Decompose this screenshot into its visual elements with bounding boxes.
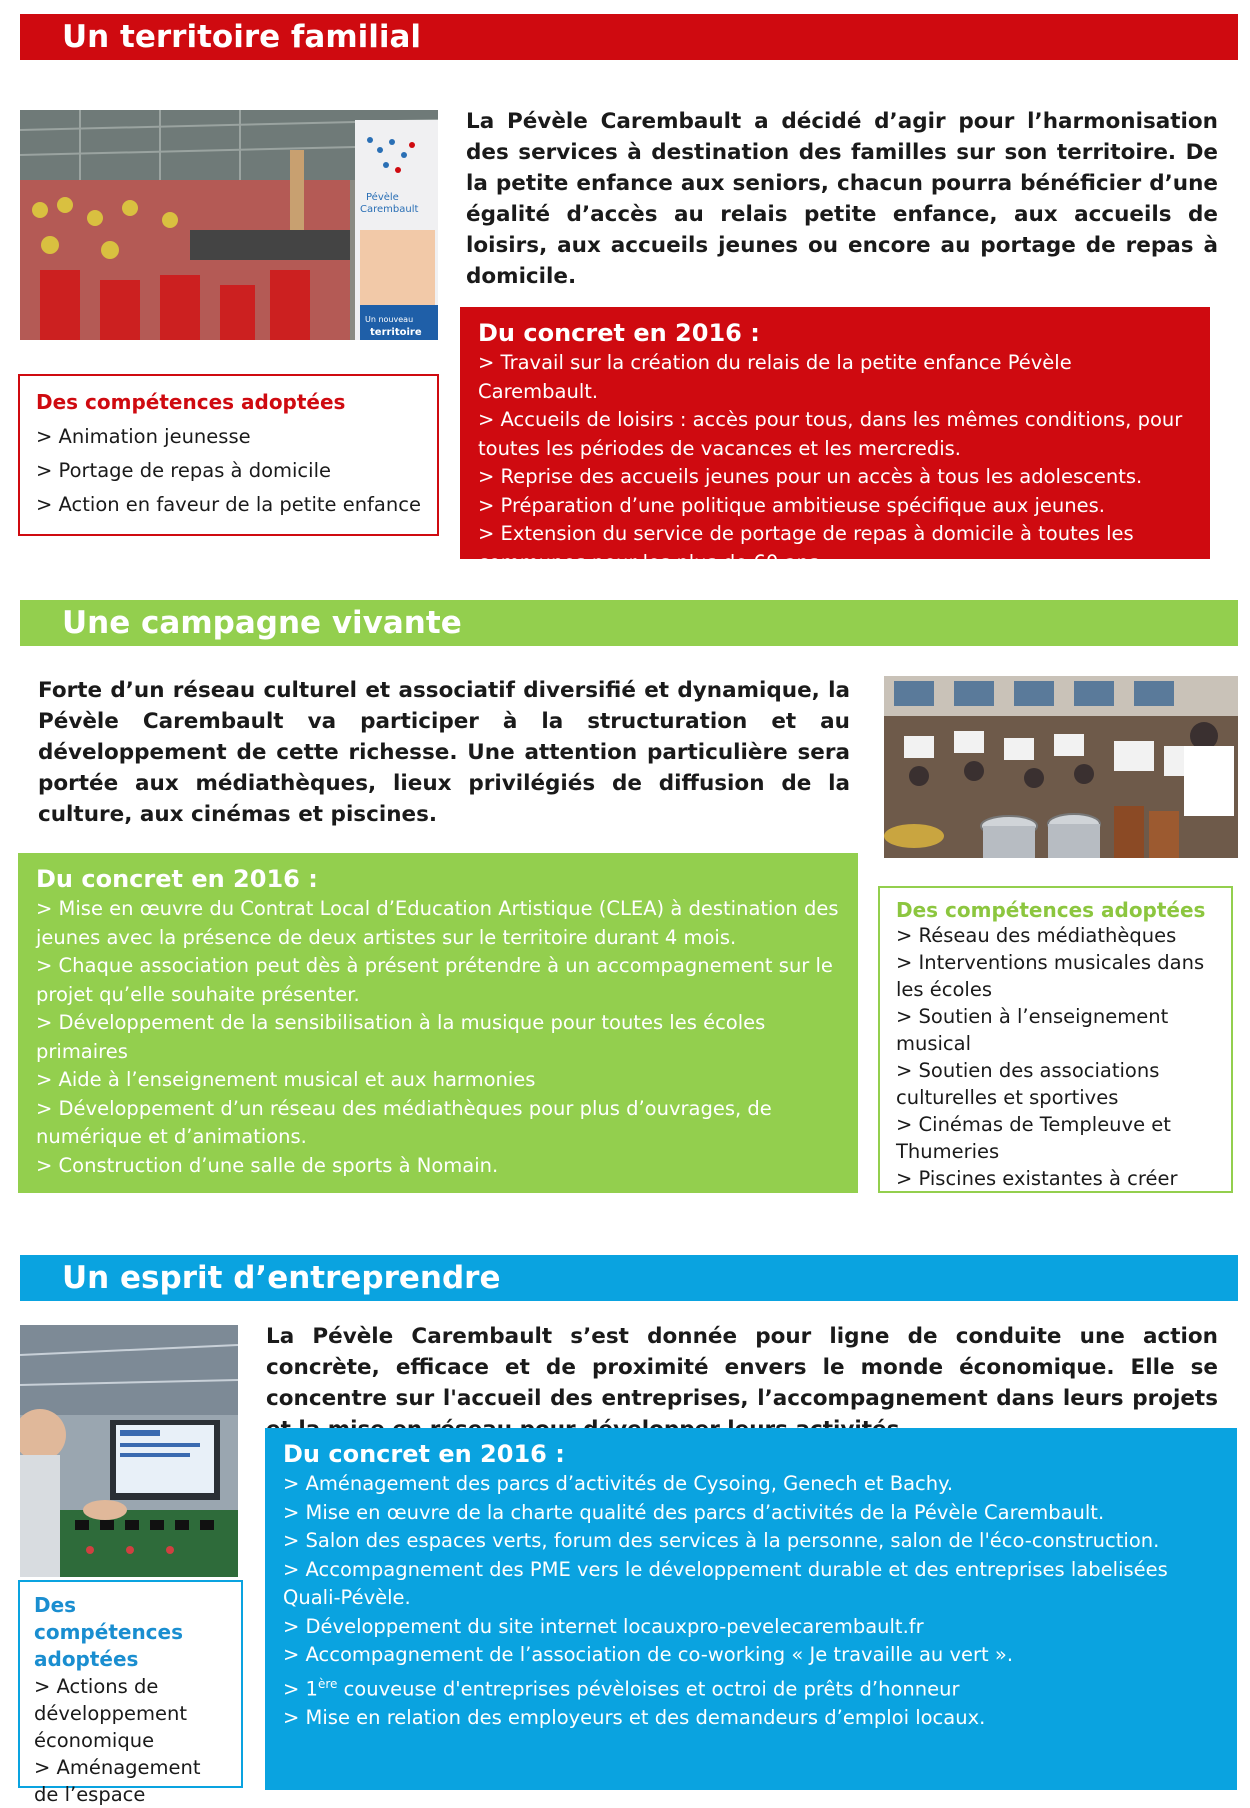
concrete-item: > Développement d’un réseau des médiathèques pour plus d’ouvrages, de numérique et d’animations. bbox=[36, 1096, 772, 1148]
concrete-item: > Préparation d’une politique ambitieuse spécifique aux jeunes. bbox=[478, 493, 1105, 517]
concrete-item: > Aménagement des parcs d’activités de Cysoing, Genech et Bachy. bbox=[283, 1472, 954, 1495]
section1-intro: La Pévèle Carembault a décidé d’agir pour l’harmonisation des services à destination des familles sur son territoire. De la petite enfance aux seniors, chacun pourra bénéficier d’une égalité d’accès au relais petite enfance, aux accueils de loisirs, aux accueils jeunes ou encore au portage de repas à domicile. bbox=[466, 109, 1218, 289]
banner-tagline-2: territoire bbox=[370, 327, 422, 338]
concrete-title: Du concret en 2016 : bbox=[36, 865, 318, 893]
competence-item: > Réseau des médiathèques bbox=[896, 924, 1177, 947]
concrete-box-familial bbox=[460, 307, 1210, 574]
couveuse-suffix: couveuse d'entreprises pévèloises et octroi de prêts d’honneur bbox=[337, 1677, 960, 1700]
concrete-item: > Construction d’une salle de sports à Nomain. bbox=[36, 1153, 499, 1177]
concrete-box-entreprendre bbox=[265, 1428, 1237, 1790]
competence-item: > Actions de développement économique bbox=[34, 1675, 188, 1752]
competences-box-familial bbox=[18, 374, 439, 536]
concrete-box-campagne bbox=[18, 853, 858, 1193]
concrete-item: > Accompagnement des PME vers le développement durable et des entreprises labelisées Quali-Pévèle. bbox=[283, 1557, 1168, 1609]
competence-item: > Piscines existantes à créer bbox=[896, 1167, 1178, 1190]
concrete-item-couveuse bbox=[283, 1670, 1219, 1704]
competences-title: Des compétences adoptées bbox=[34, 1593, 184, 1671]
concrete-item: > Développement du site internet locauxpro-pevelecarembault.fr bbox=[283, 1614, 924, 1638]
concrete-item: > Travail sur la création du relais de la petite enfance Pévèle Carembault. bbox=[478, 351, 1072, 403]
section-banner-entreprendre bbox=[20, 1255, 1238, 1301]
banner-tagline-1: Un nouveau bbox=[365, 315, 414, 324]
competence-item: > Portage de repas à domicile bbox=[36, 459, 331, 482]
concrete-title: Du concret en 2016 : bbox=[283, 1440, 565, 1468]
section-title: Un esprit d’entreprendre bbox=[62, 1260, 501, 1296]
section2-intro: Forte d’un réseau culturel et associatif diversifié et dynamique, la Pévèle Carembault va participer à la structuration et au développement de cette richesse. Une attention particulière sera portée aux médiathèques, lieux privilégiés de diffusion de la culture, aux cinémas et piscines. bbox=[38, 678, 850, 827]
section-banner-campagne bbox=[20, 600, 1238, 646]
concrete-item: > Chaque association peut dès à présent prétendre à un accompagnement sur le projet qu’elle souhaite présenter. bbox=[36, 954, 833, 1006]
concrete-item: > Extension du service de portage de repas à domicile à toutes les communes pour les plus de 60 ans. bbox=[478, 522, 1134, 574]
banner-brand-text-2: Carembault bbox=[360, 204, 419, 215]
section3-intro: La Pévèle Carembault s’est donnée pour ligne de conduite une action concrète, efficace et de proximité envers le monde économique. Elle se concentre sur l'accueil des entreprises, l’accompagnement dans leurs projets bbox=[266, 1324, 1218, 1411]
section-banner-familial bbox=[20, 14, 1238, 60]
competence-item: > Cinémas de Templeuve et Thumeries bbox=[896, 1113, 1171, 1163]
competences-title: Des compétences adoptées bbox=[896, 898, 1206, 922]
competences-box-campagne bbox=[878, 886, 1233, 1193]
competence-item: > Interventions musicales dans les écoles bbox=[896, 951, 1205, 1001]
competence-item: > Soutien à l’enseignement musical bbox=[896, 1005, 1169, 1055]
orchestra-photo bbox=[884, 676, 1238, 858]
competence-item: > Soutien des associations culturelles et sportives bbox=[896, 1059, 1160, 1109]
concrete-title: Du concret en 2016 : bbox=[478, 319, 760, 347]
concrete-item: > Accueils de loisirs : accès pour tous, dans les mêmes conditions, pour toutes les périodes de vacances et les mercredis. bbox=[478, 408, 1183, 460]
competences-box-entreprendre bbox=[18, 1580, 243, 1806]
concrete-item: > Mise en œuvre de la charte qualité des parcs d’activités de la Pévèle Carembault. bbox=[283, 1500, 1105, 1524]
competence-item: > Aménagement de l’espace bbox=[34, 1756, 201, 1806]
electronics-workshop-photo bbox=[20, 1325, 238, 1577]
concrete-item: > Mise en relation des employeurs et des demandeurs d’emploi locaux. bbox=[283, 1705, 986, 1729]
concrete-item: > Reprise des accueils jeunes pour un accès à tous les adolescents. bbox=[478, 465, 1143, 488]
concrete-item: > Aide à l’enseignement musical et aux harmonies bbox=[36, 1068, 536, 1091]
concrete-item: > Mise en œuvre du Contrat Local d’Education Artistique (CLEA) à destination des jeunes avec la présence de deux artistes sur le territoire durant 4 mois. bbox=[36, 897, 839, 949]
concrete-item: > Salon des espaces verts, forum des services à la personne, salon de l'éco-construction. bbox=[283, 1529, 1160, 1552]
competences-title: Des compétences adoptées bbox=[36, 390, 346, 414]
concrete-item: > Développement de la sensibilisation à la musique pour toutes les écoles primaires bbox=[36, 1011, 766, 1063]
banner-brand-text-1: Pévèle bbox=[366, 192, 399, 203]
competence-item: > Action en faveur de la petite enfance bbox=[36, 493, 421, 516]
children-event-photo bbox=[20, 110, 438, 340]
competence-item: > Animation jeunesse bbox=[36, 425, 251, 448]
section-title: Une campagne vivante bbox=[62, 605, 462, 641]
couveuse-prefix: > 1 bbox=[283, 1677, 318, 1700]
concrete-item: > Accompagnement de l’association de co-working « Je travaille au vert ». bbox=[283, 1643, 1014, 1666]
section-title: Un territoire familial bbox=[62, 19, 422, 55]
couveuse-sup: ère bbox=[317, 1676, 338, 1691]
